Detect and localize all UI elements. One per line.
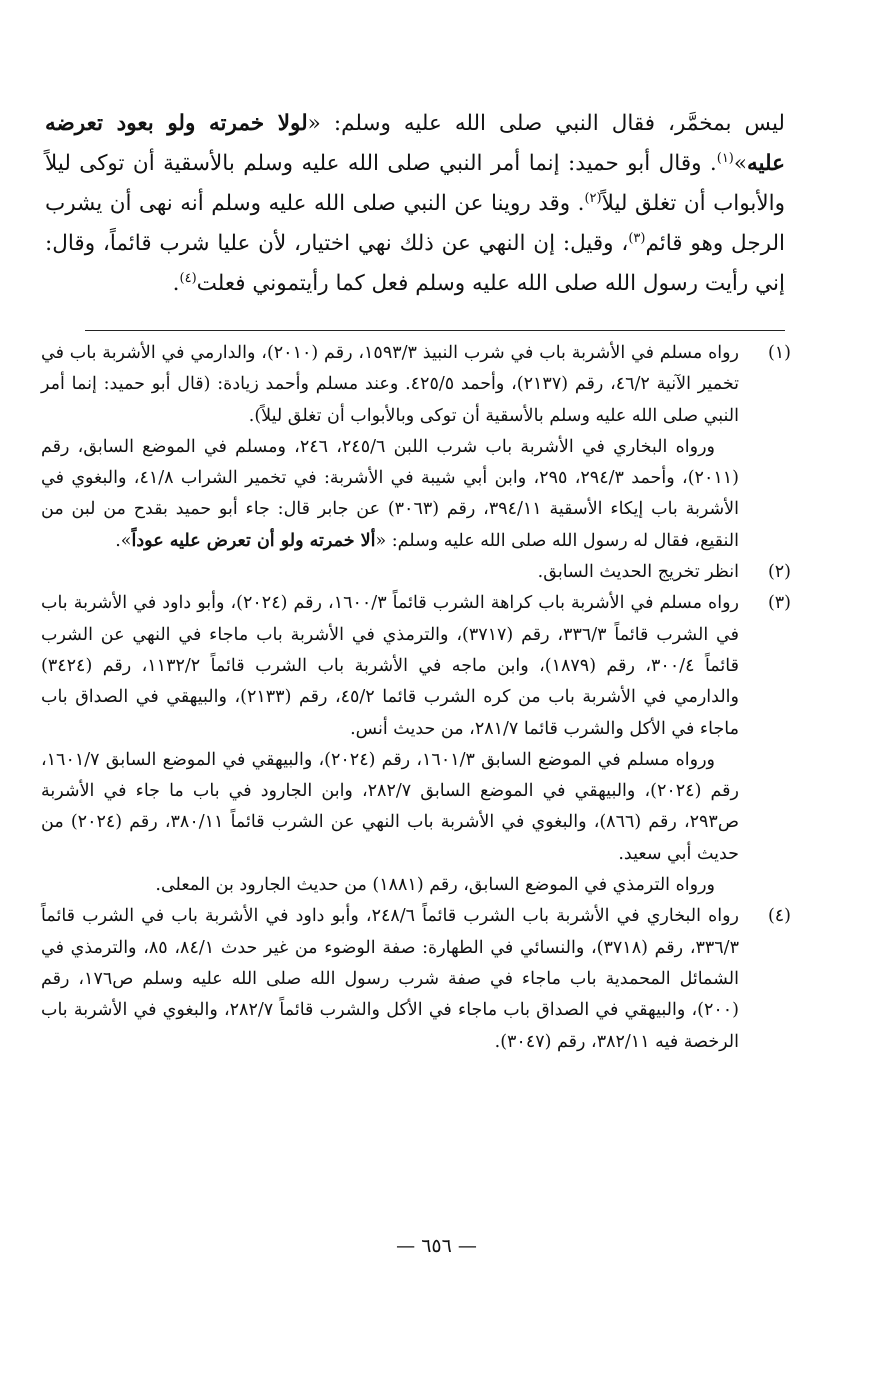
footnote-paragraph: ورواه الترمذي في الموضع السابق، رقم (١٨٨١) من حديث الجارود بن المعلى. bbox=[155, 875, 715, 896]
footnote-paragraph: رواه مسلم في الأشربة باب كراهة الشرب قائماً ١٦٠٠/٣، رقم (٢٠٢٤)، وأبو داود في الأشربة باب في الشرب قائماً ٣٣٦/٣، رقم (٣٧١٧)، والترمذي في الأشربة باب ماجاء في النهي عن الشرب قائماً ٣٠٠/٤، رقم (١٨٧٩)، وابن ماجه في الأشربة باب الشرب قائماً ١١٣٢/٢، رقم (٣٤٢٤) والدارمي في الأشربة باب من كره الشرب قائما ٤٥/٢، رقم (٢١٣٣)، والبيهقي في الصداق باب ماجاء في الأكل والشرب قائما ٢٨١/٧، من حديث أنس. bbox=[41, 593, 739, 739]
footnote-number: (٤) bbox=[767, 906, 791, 927]
footnote-number: (١) bbox=[767, 343, 791, 363]
footnote-ref-4[interactable]: (٤) bbox=[179, 270, 197, 286]
hadith-quote: لولا خمرته ولو بعود تعرضه عليه bbox=[45, 111, 785, 176]
footnote-paragraph: انظر تخريج الحديث السابق. bbox=[537, 562, 739, 583]
footnote-4 bbox=[41, 901, 791, 1057]
footnote-ref-3[interactable]: (٣) bbox=[628, 230, 646, 246]
footnote-ref-2[interactable]: (٢) bbox=[584, 190, 602, 206]
main-paragraph bbox=[45, 104, 785, 304]
footnote-paragraph: ورواه مسلم في الموضع السابق ١٦٠١/٣، رقم (٢٠٢٤)، والبيهقي في الموضع السابق ١٦٠١/٧، رقم (٢٠٢٤)، والبيهقي في الموضع السابق ٢٨٢/٧، وابن الجارود في باب ما جاء في الأشربة ص٢٩٣، رقم (٨٦٦)، والبغوي في الأشربة باب النهي عن الشرب قائماً ٣٨٠/١١، رقم (٢٠٢٤) من حديث أبي سعيد. bbox=[41, 749, 739, 864]
footnote-ref-1[interactable]: (١) bbox=[716, 150, 734, 166]
footnote-2 bbox=[41, 557, 791, 588]
quote-close: ». bbox=[115, 530, 132, 551]
main-text-segment: . وقد روينا عن النبي صلى الله عليه وسلم أنه نهى أن يشرب الرجل وهو قائم bbox=[45, 191, 786, 256]
main-text-segment: ليس بمخمَّر، فقال النبي صلى الله عليه وسلم: « bbox=[307, 111, 785, 136]
footnote-number: (٢) bbox=[767, 562, 791, 583]
quote-close: » bbox=[733, 151, 748, 176]
main-text-segment: ، وقيل: إن النهي عن ذلك نهي اختيار، لأن عليا شرب قائماً، وقال: إني رأيت رسول الله صلى الله عليه وسلم فعل كما رأيتموني فعلت bbox=[45, 231, 785, 296]
footnote-text: ورواه البخاري في الأشربة باب شرب اللبن ٢٤٥/٦، ٢٤٦، ومسلم في الموضع السابق، رقم (٢٠١١)، وأحمد ٢٩٤/٣، ٢٩٥، وابن أبي شيبة في الأشربة: في تخمير الشراب ٤١/٨، والبغوي في الأشربة باب إيكاء الأسقية ٣٩٤/١١، رقم (٣٠٦٣) عن جابر قال: جاء أبو حميد بقدح من لبن من النقيع، فقال له رسول الله صلى الله عليه وسلم: « bbox=[41, 436, 739, 551]
footnote-number: (٣) bbox=[767, 593, 791, 614]
footnotes bbox=[41, 338, 791, 1058]
hadith-quote: ألا خمرته ولو أن تعرض عليه عوداً bbox=[131, 530, 376, 551]
footnote-paragraph: رواه البخاري في الأشربة باب الشرب قائماً ٢٤٨/٦، وأبو داود في الأشربة باب في الشرب قائماً ٣٣٦/٣، رقم (٣٧١٨)، والنسائي في الطهارة: صفة الوضوء من غير حدث ٨٤/١، ٨٥، والترمذي في الشمائل المحمدية باب ماجاء في صفة شرب رسول الله صلى الله عليه وسلم ص١٧٦، رقم (٢٠٠)، والبيهقي في الصداق باب ماجاء في الأكل والشرب قائماً ٢٨٢/٧، والبغوي في الأشربة باب الرخصة فيه ٣٨٢/١١، رقم (٣٠٤٧). bbox=[41, 906, 739, 1052]
footnote-paragraph: رواه مسلم في الأشربة باب في شرب النبيذ ١٥٩٣/٣، رقم (٢٠١٠)، والدارمي في الأشربة باب في تخمير الآنية ٤٦/٢، رقم (٢١٣٧)، وأحمد ٤٢٥/٥. وعند مسلم وأحمد زيادة: (قال أبو حميد: إنما أمر النبي صلى الله عليه وسلم بالأسقية أن توكى وبالأبواب أن تغلق ليلاً). bbox=[41, 343, 740, 426]
footnote-divider bbox=[85, 330, 785, 331]
page-number: — ٦٥٦ — bbox=[396, 1235, 477, 1257]
footnote-3 bbox=[41, 588, 791, 901]
main-text-segment: . وقال أبو حميد: إنما أمر النبي صلى الله عليه وسلم بالأسقية أن توكى ليلاً والأبواب أن تغلق ليلاً bbox=[45, 151, 785, 216]
main-text bbox=[45, 104, 785, 304]
footnote-1 bbox=[41, 338, 791, 557]
footnote-paragraph bbox=[41, 432, 739, 557]
main-text-segment: . bbox=[172, 271, 180, 296]
